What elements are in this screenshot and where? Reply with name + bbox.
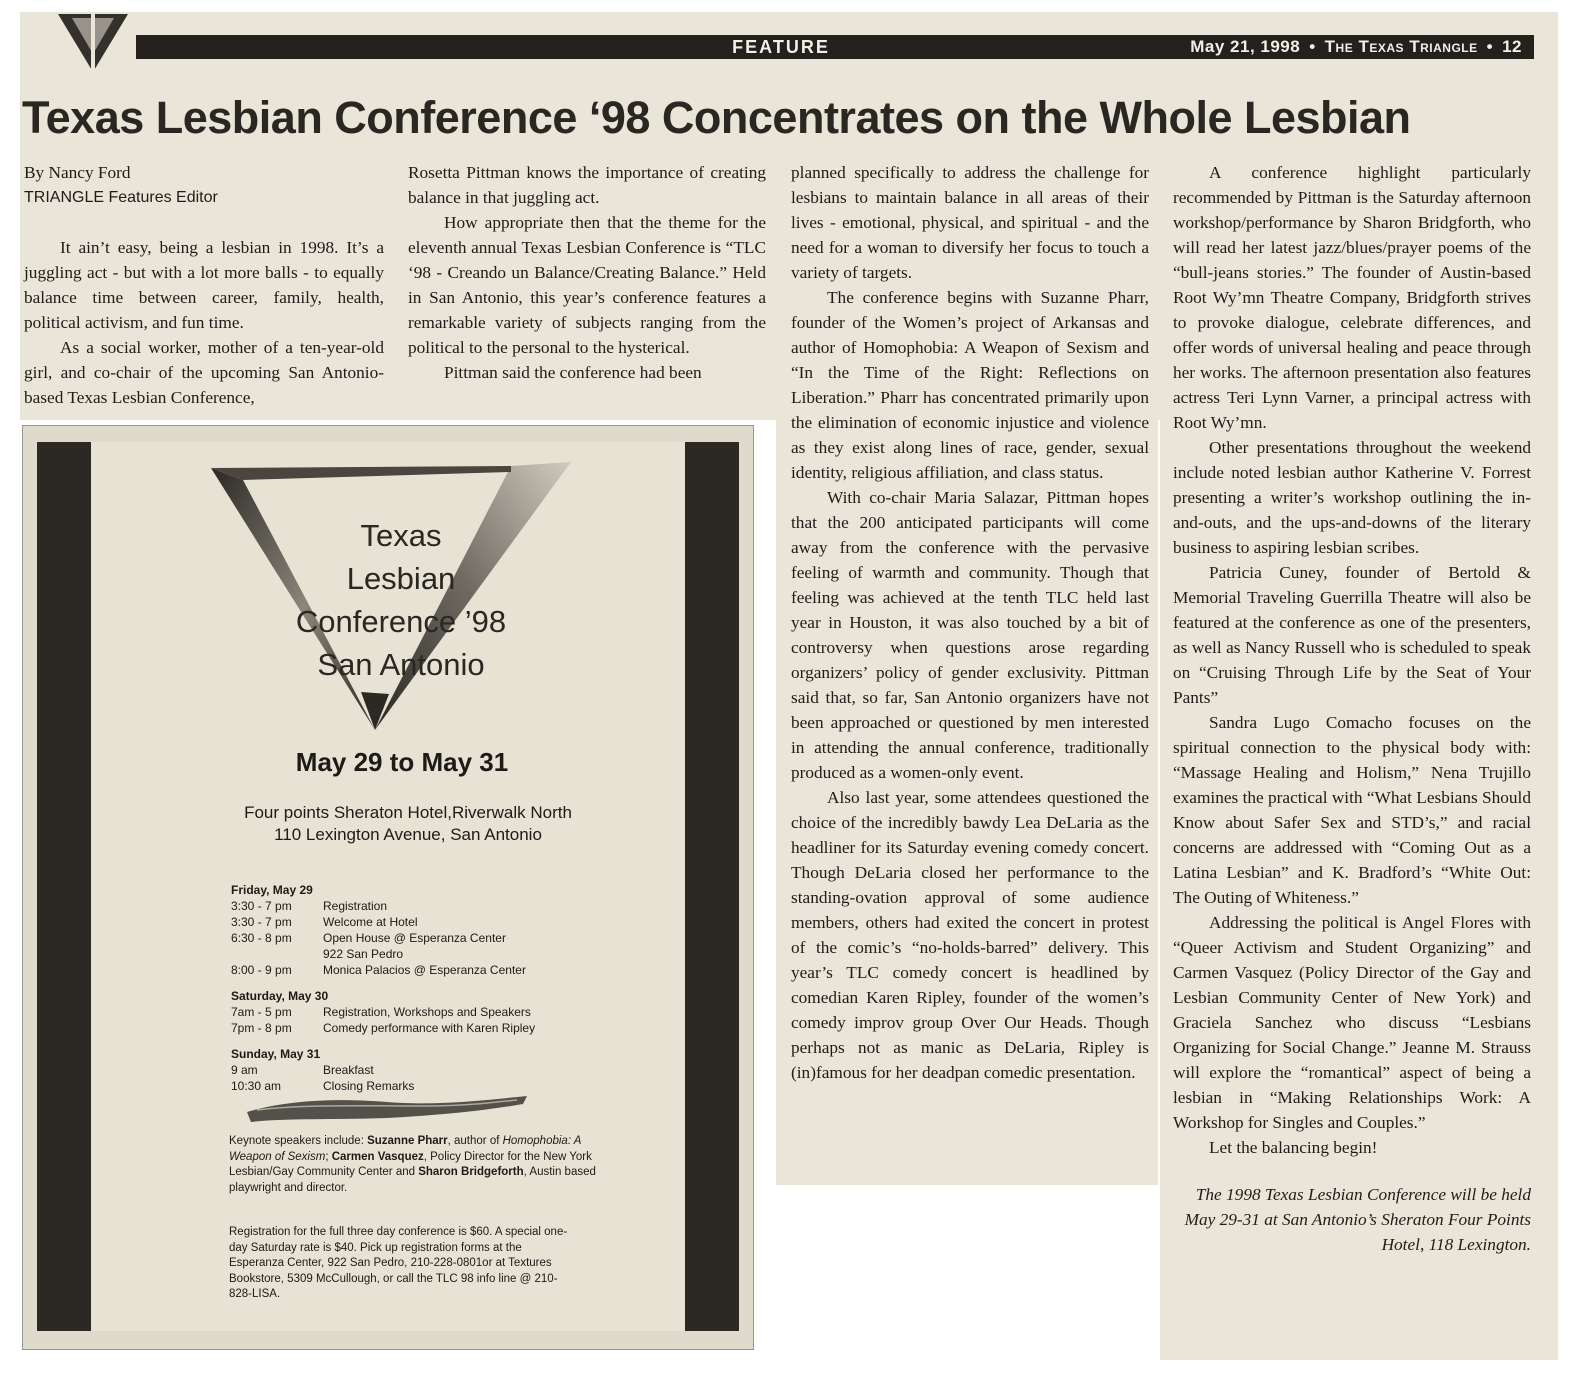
paragraph: Patricia Cuney, founder of Bertold & Memorial Traveling Guerrilla Theatre will also be featured at the conference as one of the presenters, as well as Nancy Russell who is scheduled to speak on “Cruising Through Life by the Seat of Your Pants” bbox=[1173, 563, 1531, 707]
paragraph: Sandra Lugo Comacho focuses on the spiritual connection to the physical body with: “Massage Healing and Holism,” Nena Trujillo examines the practical with “What Lesbians Should Know about Safer Sex and STD’s,” and racial concerns are addressed with “Coming Out as a Latina Lesbian” and K. Bradford’s “White Out: The Outing of Whiteness.” bbox=[1173, 713, 1531, 907]
schedule-row bbox=[231, 946, 651, 962]
separator-dot: • bbox=[1309, 37, 1316, 56]
paragraph: Rosetta Pittman knows the importance of creating balance in that juggling act. bbox=[408, 163, 766, 207]
section-label: FEATURE bbox=[732, 37, 830, 57]
closing-note: The 1998 Texas Lesbian Conference will be held May 29-31 at San Antonio’s Sheraton Four Points Hotel, 118 Lexington. bbox=[1184, 1185, 1531, 1254]
page-number: 12 bbox=[1502, 37, 1522, 56]
schedule-time: 3:30 - 7 pm bbox=[231, 915, 292, 929]
paragraph: planned specifically to address the challenge for lesbians to maintain balance in all areas of their lives - emotional, physical, and spiritual - and the need for a woman to diversify her focus to touch a variety of targets. bbox=[791, 163, 1149, 282]
ad-dates: May 29 to May 31 bbox=[295, 747, 509, 777]
ad-title-line: Texas bbox=[360, 518, 442, 553]
schedule-event: Open House @ Esperanza Center bbox=[323, 931, 506, 945]
schedule-time: 9 am bbox=[231, 1063, 258, 1077]
paragraph: With co-chair Maria Salazar, Pittman hopes that the 200 anticipated participants will come away from the conference with the pervasive feeling of warmth and community. Though that feeling was achieved at the tenth TLC held last year in Houston, it was also touched by a bit of controversy when questions arose regarding organizers’ policy of gender exclusivity. Pittman said that, so far, San Antonio organizers have not been approached or questioned by men interested in attending the annual conference, traditionally produced as a women-only event. bbox=[791, 488, 1149, 782]
keynote-intro: Keynote speakers include: bbox=[229, 1135, 368, 1147]
section-banner bbox=[136, 35, 1534, 59]
schedule-event: Monica Palacios @ Esperanza Center bbox=[323, 963, 526, 977]
schedule-event: Closing Remarks bbox=[323, 1079, 415, 1093]
issue-info bbox=[1190, 37, 1522, 57]
ad-keynote-speakers bbox=[229, 1134, 599, 1196]
paragraph: The conference begins with Suzanne Pharr, founder of the Women’s project of Arkansas and author of Homophobia: A Weapon of Sexism and “In the Time of the Right: Reflections on Liberation.” Pharr has concentrated primarily upon the elimination of economic injustice and violence as they exist along lines of race, gender, sexual identity, religious affiliation, and class status. bbox=[791, 288, 1149, 482]
paragraph: Also last year, some attendees questioned the choice of the incredibly bawdy Lea DeLaria as the headliner for its Saturday evening comedy concert. Though DeLaria closed her performance to the standing-ovation approval of some audience members, others had exited the concert in protest of the comic’s “no-holds-barred” delivery. This year’s TLC comedy concert is headlined by comedian Karen Ripley, founder of the women’s comedy improv group Over Our Heads. Though perhaps not as manic as DeLaria, Ripley is (in)famous for her deadpan comedic presentation. bbox=[791, 788, 1149, 1082]
schedule-event: Registration bbox=[323, 899, 388, 913]
schedule-event: 922 San Pedro bbox=[323, 947, 404, 961]
keynote-speaker: Carmen Vasquez bbox=[331, 1150, 424, 1163]
ad-registration-info: Registration for the full three day conference is $60. A special one-day Saturday rate is $40. Pick up registration forms at the Esperanza Center, 922 San Pedro, 210-228-0801or at Textures Bookstore, 5309 McCullough, or call the TLC 98 info line @ 210-828-LISA. bbox=[229, 1226, 568, 1300]
article-column-3 bbox=[791, 160, 1149, 1085]
keynote-text: , Austin based playwright and director. bbox=[229, 1166, 596, 1194]
ad-title-line: Conference ’98 bbox=[295, 604, 507, 639]
separator-dot: • bbox=[1486, 37, 1494, 56]
schedule-event: Registration, Workshops and Speakers bbox=[323, 1005, 531, 1019]
paragraph: How appropriate then that the theme for the eleventh annual Texas Lesbian Conference is “TLC ‘98 - Creando un Balance/Creating Balance.” Held in San Antonio, this year’s conference features a remarkable variety of subjects ranging from the political to the personal to the hysterical. bbox=[408, 213, 766, 357]
ad-venue bbox=[91, 802, 685, 846]
paragraph: Let the balancing begin! bbox=[1209, 1138, 1378, 1157]
schedule-time bbox=[231, 946, 323, 962]
byline: By Nancy Ford bbox=[24, 163, 131, 182]
schedule-row bbox=[231, 962, 651, 978]
keynote-speaker: Sharon Bridgeforth bbox=[418, 1166, 524, 1178]
schedule-day-block bbox=[231, 882, 651, 978]
schedule-day: Friday, May 29 bbox=[231, 883, 313, 897]
paragraph: Other presentations throughout the weekend include noted lesbian author Katherine V. Forrest presenting a writer’s workshop outlining the in-and-outs, and the ups-and-downs of the literary business to aspiring lesbian scribes. bbox=[1173, 438, 1531, 557]
schedule-time: 3:30 - 7 pm bbox=[231, 899, 292, 913]
ad-schedule bbox=[231, 882, 651, 1104]
ad-border-right bbox=[685, 442, 739, 1331]
paragraph: It ain’t easy, being a lesbian in 1998. It’s a juggling act - but with a lot more balls - to equally balance time between career, family, health, political activism, and fun time. bbox=[24, 238, 384, 332]
schedule-day-block bbox=[231, 1046, 651, 1094]
publication-name: The Texas Triangle bbox=[1324, 37, 1478, 56]
schedule-time: 7pm - 8 pm bbox=[231, 1021, 292, 1035]
schedule-time: 10:30 am bbox=[231, 1079, 282, 1093]
article-column-4 bbox=[1173, 160, 1531, 1257]
paragraph: Pittman said the conference had been bbox=[444, 363, 702, 382]
paragraph: Addressing the political is Angel Flores with “Queer Activism and Student Organizing” and Carmen Vasquez (Policy Director of the Gay and Lesbian Community Center of New York) and Graciela Sanchez who discuss “Lesbians Organizing for Social Change.” Jeanne M. Strauss will explore the “romantical” aspect of being a lesbian in “Making Relationships Work: A Workshop for Singles and Couples.” bbox=[1173, 913, 1531, 1132]
brush-stroke-icon bbox=[247, 1094, 527, 1126]
schedule-day: Saturday, May 30 bbox=[231, 989, 329, 1003]
keynote-text: , Policy Director for the New York Lesbian/Gay Community Center and bbox=[229, 1150, 592, 1178]
article-column-2 bbox=[408, 160, 766, 385]
article-column-1 bbox=[24, 160, 384, 410]
schedule-time: 7am - 5 pm bbox=[231, 1005, 292, 1019]
triangle-logo-icon bbox=[58, 14, 128, 74]
keynote-text: , author of bbox=[447, 1135, 503, 1147]
keynote-text: ; bbox=[325, 1150, 332, 1163]
schedule-row bbox=[231, 1004, 651, 1020]
schedule-row bbox=[231, 898, 651, 914]
schedule-row bbox=[231, 1020, 651, 1036]
ad-title-line: Lesbian bbox=[346, 561, 456, 596]
schedule-time: 6:30 - 8 pm bbox=[231, 931, 292, 945]
schedule-time: 8:00 - 9 pm bbox=[231, 963, 292, 977]
paragraph: A conference highlight particularly recommended by Pittman is the Saturday afternoon workshop/performance by Sharon Bridgforth, who will read her latest jazz/blues/prayer poems of the “bull-jeans stories.” The founder of Austin-based Root Wy’mn Theatre Company, Bridgforth strives to provoke dialogue, celebrate differences, and offer words of universal healing and peace through her works. The afternoon presentation also features actress Teri Lynn Varner, a principal actress with Root Wy’mn. bbox=[1173, 163, 1531, 432]
schedule-row bbox=[231, 930, 651, 946]
schedule-row bbox=[231, 1062, 651, 1078]
paragraph: As a social worker, mother of a ten-year-old girl, and co-chair of the upcoming San Antonio-based Texas Lesbian Conference, bbox=[24, 338, 384, 407]
schedule-row bbox=[231, 1078, 651, 1094]
article-headline: Texas Lesbian Conference ‘98 Concentrates on the Whole Lesbian bbox=[22, 92, 1411, 143]
schedule-row bbox=[231, 914, 651, 930]
schedule-day-block bbox=[231, 988, 651, 1036]
byline-title: TRIANGLE Features Editor bbox=[24, 189, 218, 206]
venue-line: Four points Sheraton Hotel,Riverwalk North bbox=[244, 803, 572, 822]
venue-line: 110 Lexington Avenue, San Antonio bbox=[274, 825, 542, 844]
schedule-event: Welcome at Hotel bbox=[323, 915, 418, 929]
ad-title bbox=[231, 514, 571, 686]
ad-content bbox=[91, 442, 685, 1331]
ad-border-left bbox=[37, 442, 91, 1331]
ad-title-line: San Antonio bbox=[317, 647, 485, 682]
conference-advertisement bbox=[22, 425, 754, 1350]
keynote-speaker: Suzanne Pharr bbox=[367, 1135, 448, 1147]
schedule-event: Comedy performance with Karen Ripley bbox=[323, 1021, 536, 1035]
keynote-book: Homophobia: A Weapon of Sexism bbox=[229, 1135, 582, 1163]
schedule-event: Breakfast bbox=[323, 1063, 374, 1077]
issue-date: May 21, 1998 bbox=[1190, 37, 1301, 56]
schedule-day: Sunday, May 31 bbox=[231, 1047, 321, 1061]
